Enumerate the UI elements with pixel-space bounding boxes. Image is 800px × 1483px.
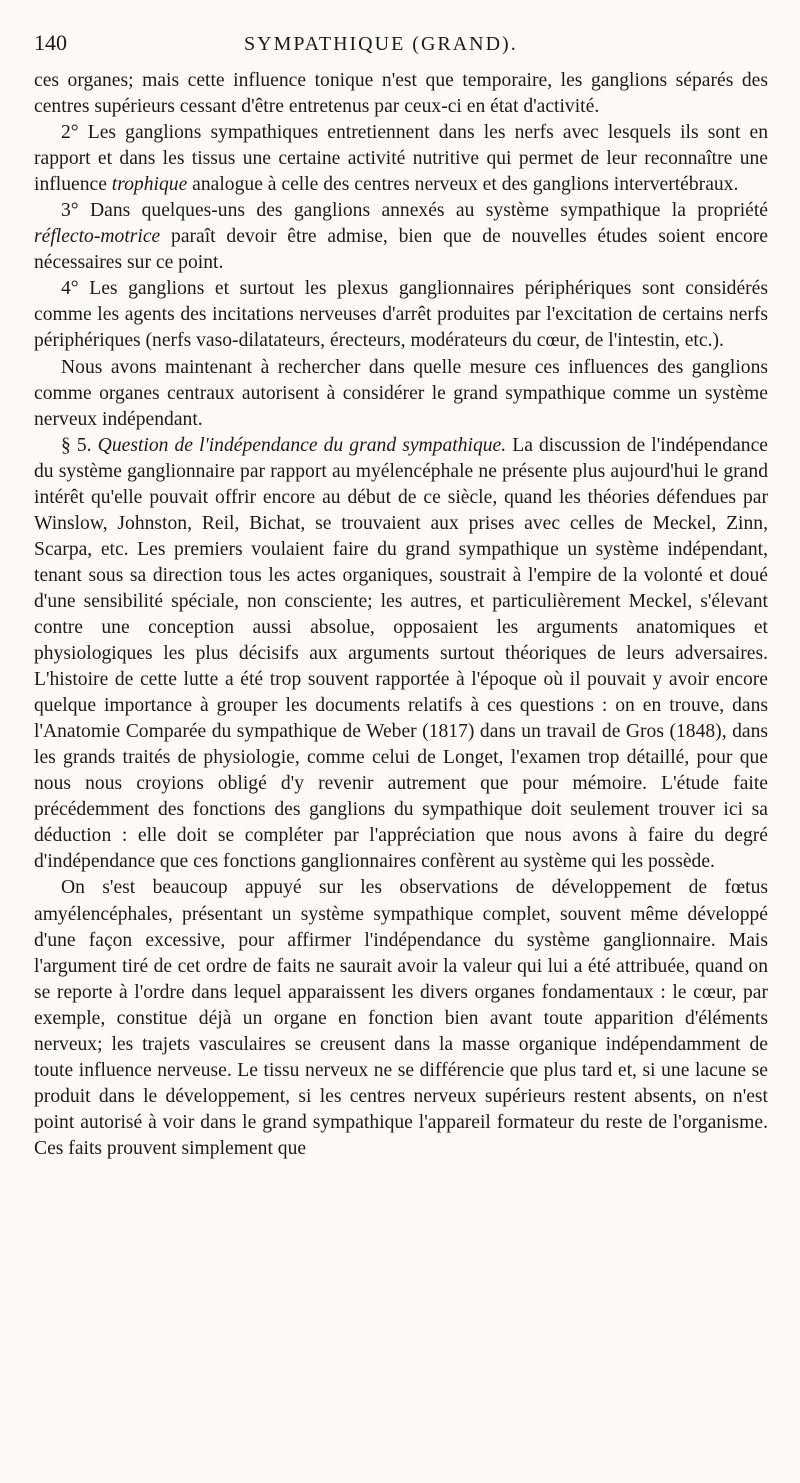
- italic-text: réflecto-motrice: [34, 226, 161, 248]
- italic-text: trophique: [111, 174, 188, 196]
- paragraph-text: La discussion de l'indépendance du système ganglionnaire par rapport au myélencéphale ne présente plus aujourd'hui le grand intérêt qu'elle pouvait offrir encore au début de ce siècle, quand les théories défendues par Winslow, Johnston, Reil, Bichat, se trouvaient aux prises avec celles de Meckel, Zinn, Scarpa, etc. Les premiers voulaient faire du grand sympathique un système indépendant, tenant sous sa direction tous les actes organiques, soustrait à l'empire de la volonté et doué d'une sensibilité spéciale, non consciente; les autres, et particulièrement Meckel, s'élevant contre une conception aussi absolue, opposaient les arguments anatomiques et physiologiques les plus décisifs aux arguments surtout théoriques de leurs adversaires. L'histoire de cette lutte a été trop souvent rapportée à l'époque où il pouvait y avoir encore quelque importance à grouper les documents relatifs à ces questions : on en trouve, dans l'Anatomie Comparée du sympathique de Weber (1817) dans un travail de Gros (1848), dans les grands traités de physiologie, comme celui de Longet, l'examen trop détaillé, pour que nous nous croyions obligé d'y revenir autrement que pour mémoire. L'étude faite précédemment des fonctions des ganglions du sympathique doit seulement trouver ici sa déduction : elle doit se compléter par l'appréciation que nous avons à faire du degré d'indépendance que ces fonctions ganglionnaires confèrent au système qui les possède.: [34, 434, 768, 873]
- running-head: SYMPATHIQUE (GRAND).: [244, 33, 518, 55]
- page-header: [34, 30, 768, 66]
- paragraph: [34, 198, 768, 276]
- section-mark: § 5.: [61, 434, 98, 456]
- paragraph-text: On s'est beaucoup appuyé sur les observations de développement de fœtus amyélencéphales, présentant un système sympathique complet, souvent même développé d'une façon excessive, pour affirmer l'indépendance du système ganglionnaire. Mais l'argument tiré de cet ordre de faits ne saurait avoir la valeur qui lui a été attribuée, quand on se reporte à l'ordre dans lequel apparaissent les divers organes fondamentaux : le cœur, par exemple, constitue déjà un organe en fonction bien avant toute apparition d'éléments nerveux; les trajets vasculaires se creusent dans la masse organique indépendamment de toute influence nerveuse. Le tissu nerveux ne se différencie que plus tard et, si une lacune se produit dans le développement, si les centres nerveux supérieurs restent absents, on n'est point autorisé à voir dans le grand sympathique l'appareil formateur du reste de l'organisme. Ces faits prouvent simplement que: [34, 877, 768, 1159]
- paragraph-text: ces organes; mais cette influence tonique n'est que temporaire, les ganglions séparés des centres supérieurs cessant d'être entretenus par ceux-ci en état d'activité.: [34, 70, 768, 118]
- paragraph: [34, 276, 768, 354]
- body-text: [34, 68, 768, 1162]
- italic-text: Question de l'indépendance du grand sympathique.: [97, 434, 507, 456]
- paragraph: [34, 355, 768, 433]
- paragraph-text: Nous avons maintenant à rechercher dans quelle mesure ces influences des ganglions comme organes centraux autorisent à considérer le grand sympathique comme un système nerveux indépendant.: [34, 356, 768, 430]
- page-number: 140: [34, 30, 67, 55]
- paragraph-text: paraît devoir être admise, bien que de nouvelles études soient encore nécessaires sur ce point.: [34, 226, 768, 274]
- paragraph: [34, 875, 768, 1162]
- section-paragraph: [34, 433, 768, 876]
- paragraph: [34, 120, 768, 198]
- paragraph-text: 3° Dans quelques-uns des ganglions annexés au système sympathique la propriété: [61, 200, 768, 222]
- paragraph-text: 4° Les ganglions et surtout les plexus ganglionnaires périphériques sont considérés comme les agents des incitations nerveuses d'arrêt produites par l'excitation de certains nerfs périphériques (nerfs vaso-dilatateurs, érecteurs, modérateurs du cœur, de l'intestin, etc.).: [34, 278, 768, 352]
- paragraph: [34, 68, 768, 120]
- paragraph-text: 2° Les ganglions sympathiques entretiennent dans les nerfs avec lesquels ils sont en rapport et dans les tissus une certaine activité nutritive qui permet de leur reconnaître une influence: [34, 122, 768, 196]
- paragraph-text: analogue à celle des centres nerveux et des ganglions intervertébraux.: [187, 174, 739, 196]
